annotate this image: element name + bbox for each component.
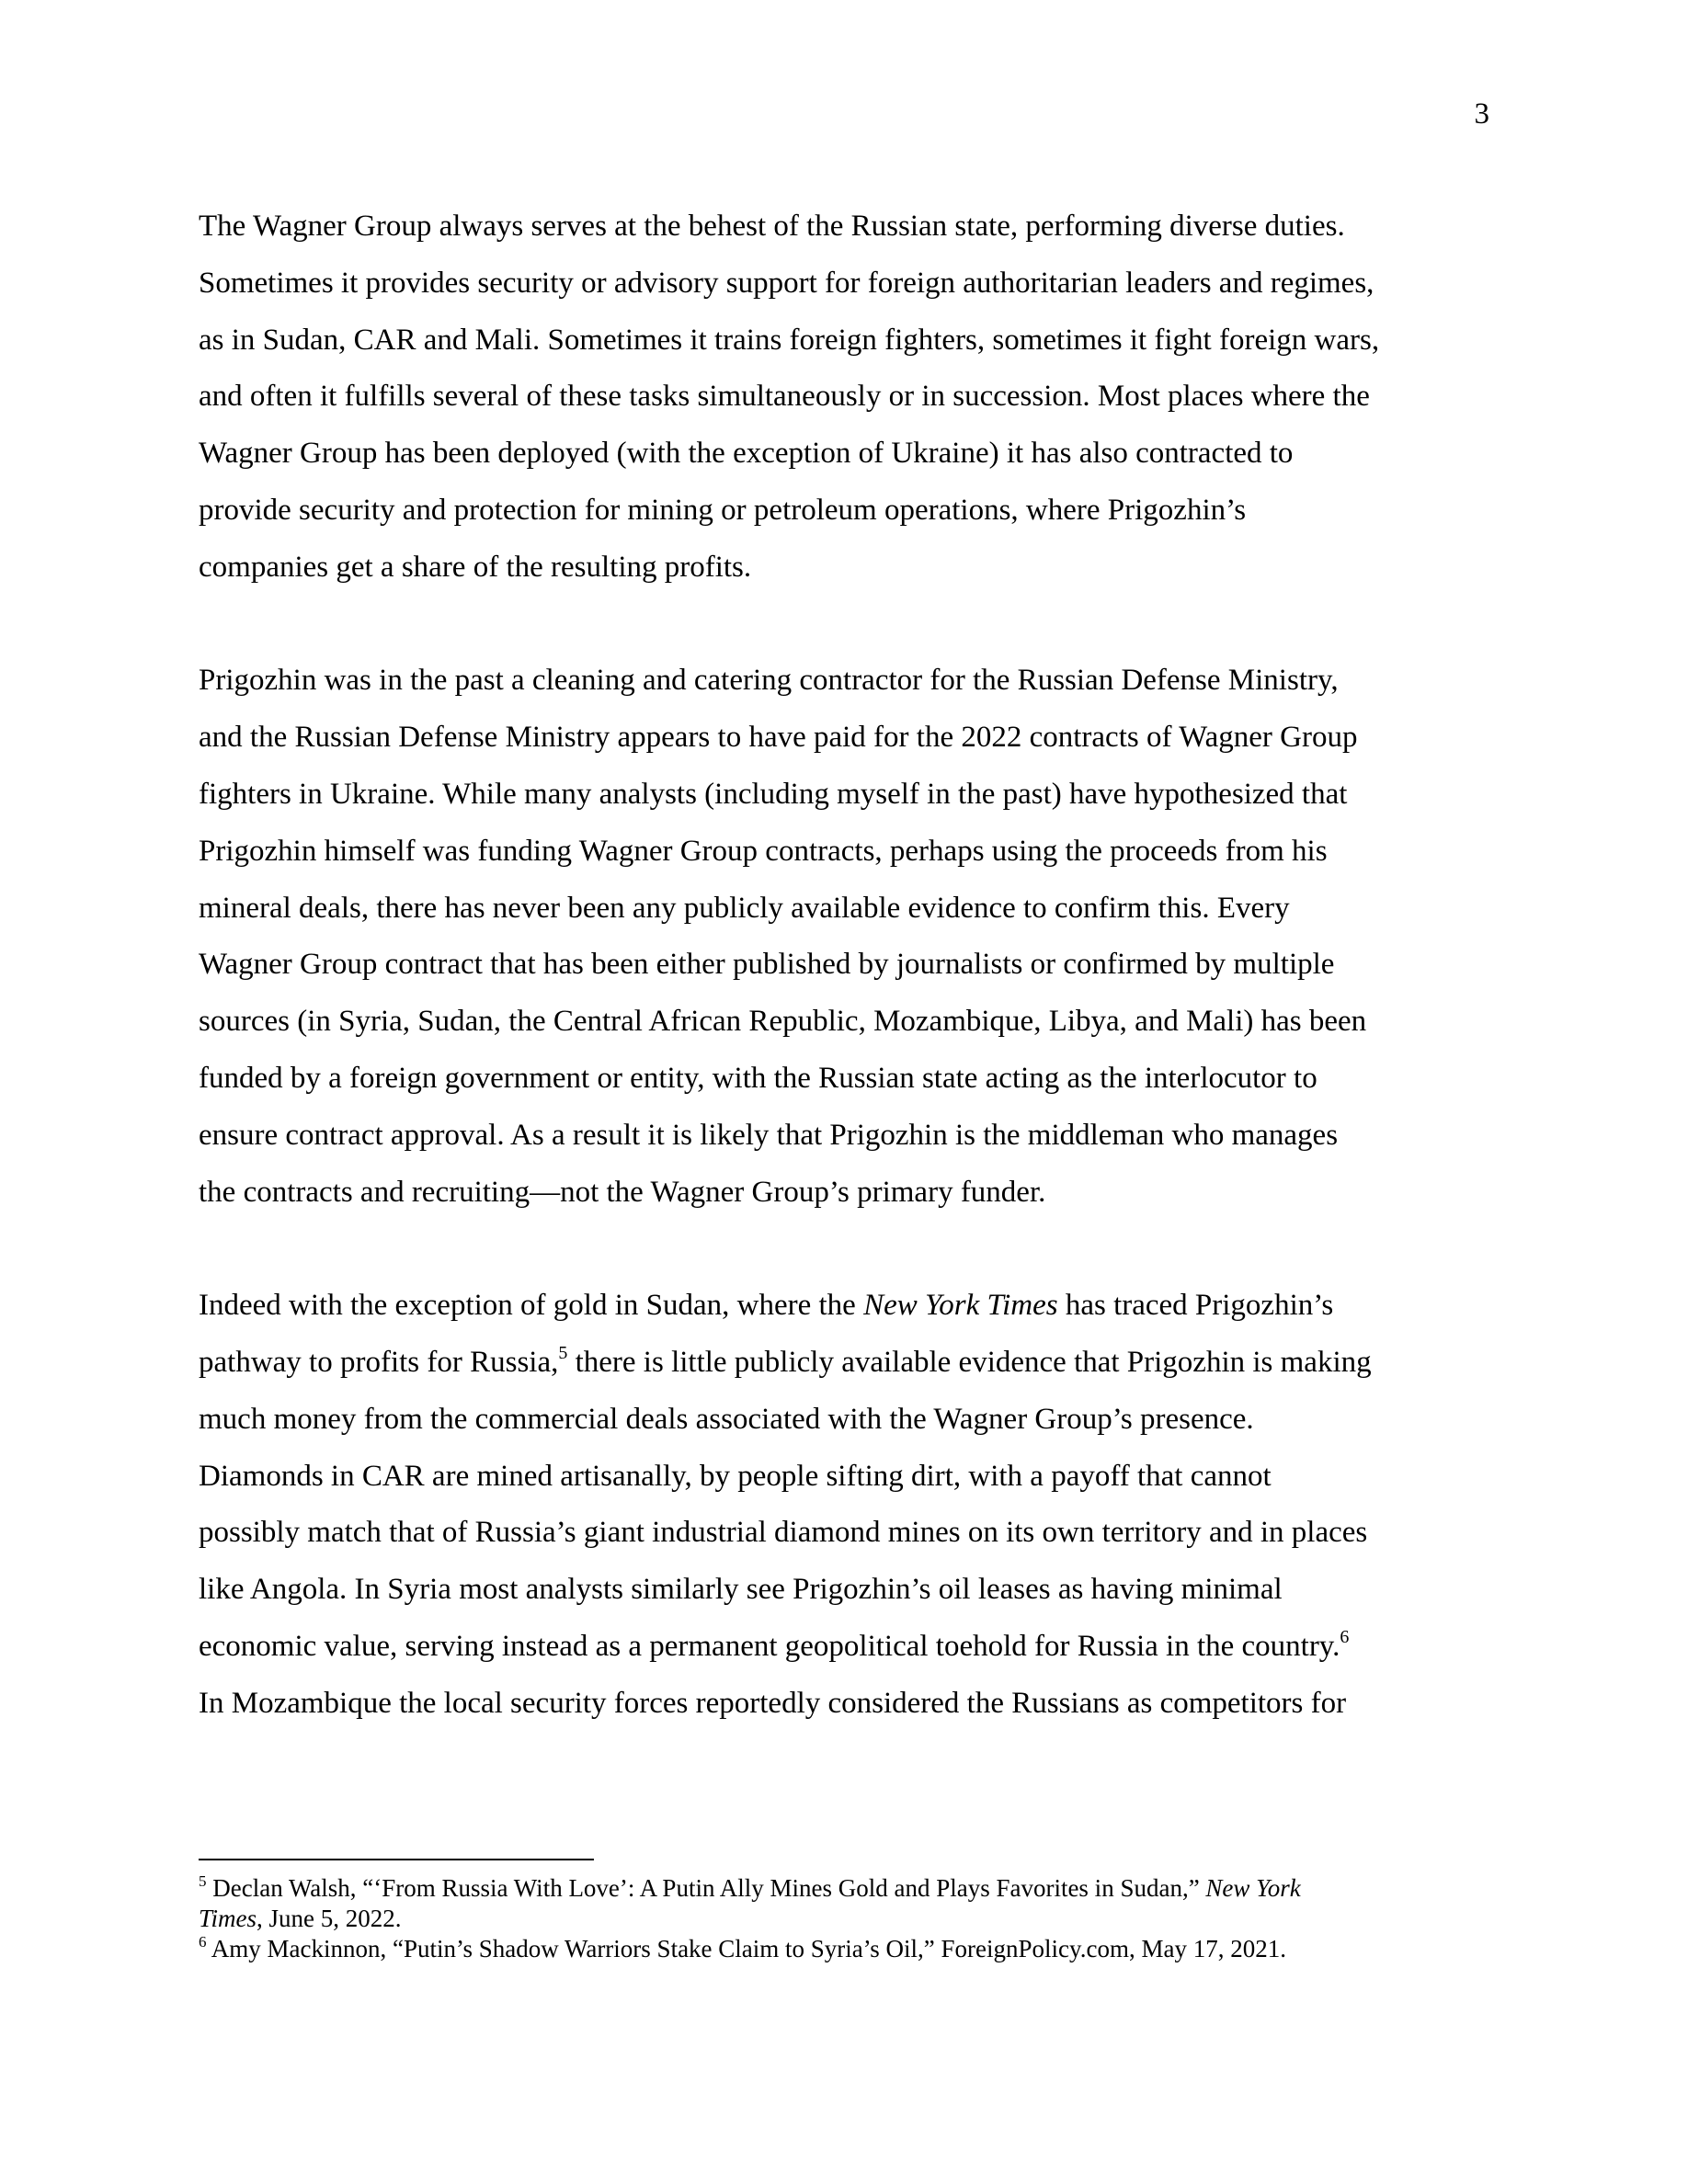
footnote-ref-5[interactable]: 5 [558,1342,568,1363]
text-run: has traced Prigozhin’s [1057,1289,1334,1323]
footnote-italic: New York [1205,1874,1301,1902]
text-line: like Angola. In Syria most analysts similarly see Prigozhin’s oil leases as having minimal [199,1573,1283,1607]
footnote-italic: Times [199,1905,257,1932]
footnotes [199,1873,1489,1964]
text-line: mineral deals, there has never been any publicly available evidence to confirm this. Every [199,891,1290,925]
text-line: sources (in Syria, Sudan, the Central African Republic, Mozambique, Libya, and Mali) has been [199,1005,1367,1039]
footnote-separator [199,1859,594,1860]
text-line [199,1278,1489,1335]
text-line: Sometimes it provides security or advisory support for foreign authoritarian leaders and regimes, [199,266,1374,300]
body-text [199,199,1489,1733]
paragraph-3 [199,1278,1489,1732]
footnote-5 [199,1873,1489,1934]
footnote-6 [199,1934,1489,1964]
text-line [199,1619,1489,1676]
text-line: The Wagner Group always serves at the behest of the Russian state, performing diverse duties. [199,210,1345,243]
text-line: as in Sudan, CAR and Mali. Sometimes it trains foreign fighters, sometimes it fight foreign wars, [199,323,1380,357]
text-line: much money from the commercial deals associated with the Wagner Group’s presence. [199,1402,1254,1436]
text-line: ensure contract approval. As a result it is likely that Prigozhin is the middleman who manages [199,1118,1339,1152]
text-line: funded by a foreign government or entity, with the Russian state acting as the interlocutor to [199,1061,1317,1095]
paragraph-2 [199,653,1489,1221]
text-line: and the Russian Defense Ministry appears to have paid for the 2022 contracts of Wagner Group [199,721,1358,755]
text-line: Diamonds in CAR are mined artisanally, by people sifting dirt, with a payoff that cannot [199,1459,1272,1493]
footnote-number: 5 [199,1872,207,1890]
text-run: there is little publicly available evidence that Prigozhin is making [567,1345,1372,1379]
footnote-number: 6 [199,1933,207,1951]
text-line: and often it fulfills several of these tasks simultaneously or in succession. Most places where the [199,380,1370,414]
footnote-text: Amy Mackinnon, “Putin’s Shadow Warriors Stake Claim to Syria’s Oil,” ForeignPolicy.com, May 17, 2021. [206,1935,1286,1962]
footnote-line [199,1934,1489,1964]
page-number: 3 [1474,97,1489,131]
text-line: Prigozhin was in the past a cleaning and catering contractor for the Russian Defense Ministry, [199,664,1339,698]
text-line: Prigozhin himself was funding Wagner Group contracts, perhaps using the proceeds from his [199,834,1328,868]
footnote-text: Declan Walsh, “‘From Russia With Love’: A Putin Ally Mines Gold and Plays Favorites in Sudan,” [206,1874,1206,1902]
text-line: Wagner Group contract that has been either published by journalists or confirmed by multiple [199,948,1335,982]
text-line: the contracts and recruiting—not the Wagner Group’s primary funder. [199,1175,1046,1209]
text-run: Indeed with the exception of gold in Sudan, where the [199,1289,864,1323]
text-line: fighters in Ukraine. While many analysts (including myself in the past) have hypothesized that [199,777,1348,811]
text-run: economic value, serving instead as a permanent geopolitical toehold for Russia in the country. [199,1629,1340,1663]
footnote-line [199,1904,1489,1934]
text-line: In Mozambique the local security forces reportedly considered the Russians as competitors for [199,1686,1347,1720]
text-line: provide security and protection for mining or petroleum operations, where Prigozhin’s [199,493,1247,527]
footnote-text: , June 5, 2022. [257,1905,402,1932]
text-line: companies get a share of the resulting profits. [199,550,752,584]
paragraph-1 [199,199,1489,597]
text-line: possibly match that of Russia’s giant industrial diamond mines on its own territory and in places [199,1516,1368,1550]
text-line: Wagner Group has been deployed (with the exception of Ukraine) it has also contracted to [199,437,1294,471]
footnote-ref-6[interactable]: 6 [1340,1626,1350,1647]
text-line [199,1335,1489,1392]
footnote-line [199,1873,1489,1904]
text-run: pathway to profits for Russia, [199,1345,559,1379]
publication-title: New York Times [863,1289,1058,1323]
